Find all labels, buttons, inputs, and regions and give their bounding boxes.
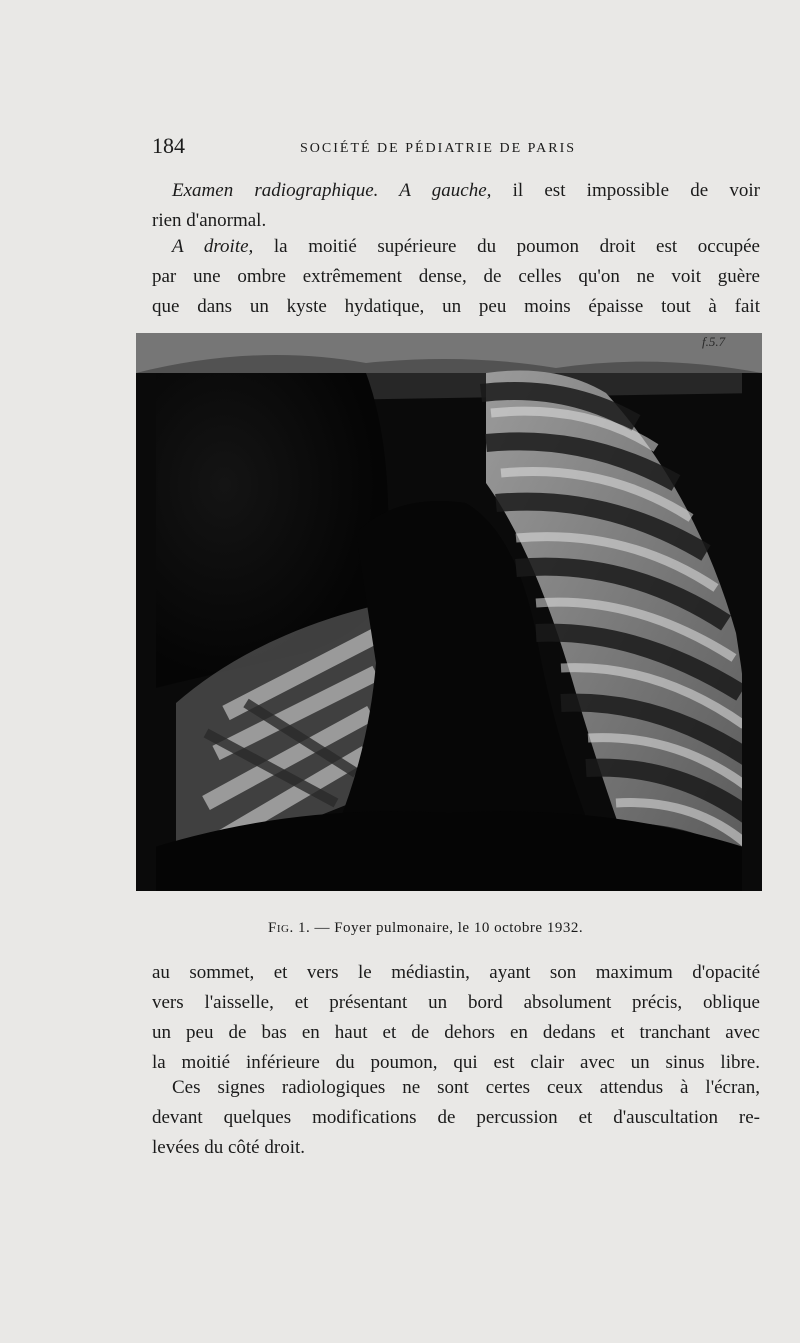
text-line: devant quelques modifications de percussion et d'auscultation re- — [152, 1107, 760, 1128]
text-run: il est impossible de voir — [491, 180, 760, 201]
text-line — [152, 176, 760, 206]
text-line: la moitié inférieure du poumon, qui est clair avec un sinus libre. — [152, 1052, 760, 1073]
page-number: 184 — [152, 133, 185, 158]
figure-caption — [268, 920, 583, 937]
text-line: un peu de bas en haut et de dehors en dedans et tranchant avec — [152, 1022, 760, 1043]
italic-lead: Examen radiographique. A gauche, — [172, 180, 492, 201]
paragraph-right-side — [152, 232, 760, 322]
paragraph-radiographic-exam — [152, 176, 760, 236]
text-line: que dans un kyste hydatique, un peu moins épaisse tout à fait — [152, 296, 760, 317]
text-line: au sommet, et vers le médiastin, ayant son maximum d'opacité — [152, 962, 760, 983]
xray-corner-tag: f.5.7 — [702, 334, 726, 349]
chest-xray-figure — [136, 333, 762, 891]
text-run: la moitié supérieure du poumon droit est occupée — [253, 236, 760, 257]
text-line — [152, 232, 760, 262]
running-head — [152, 133, 760, 163]
paragraph-opacity-description — [152, 958, 760, 1078]
figure-caption-text: — Foyer pulmonaire, le 10 octobre 1932. — [310, 920, 584, 936]
xray-image — [136, 333, 762, 891]
running-title: SOCIÉTÉ DE PÉDIATRIE DE PARIS — [300, 141, 577, 156]
text-line: par une ombre extrêmement dense, de celles qu'on ne voit guère — [152, 266, 760, 287]
text-line: levées du côté droit. — [152, 1137, 306, 1158]
text-line: rien d'anormal. — [152, 210, 267, 231]
paragraph-radiologic-signs — [152, 1073, 760, 1163]
text-line: vers l'aisselle, et présentant un bord absolument précis, oblique — [152, 992, 760, 1013]
italic-lead: A droite, — [172, 236, 254, 257]
text-line: Ces signes radiologiques ne sont certes ceux attendus à l'écran, — [172, 1077, 760, 1098]
figure-label: Fig. 1. — [268, 920, 311, 936]
